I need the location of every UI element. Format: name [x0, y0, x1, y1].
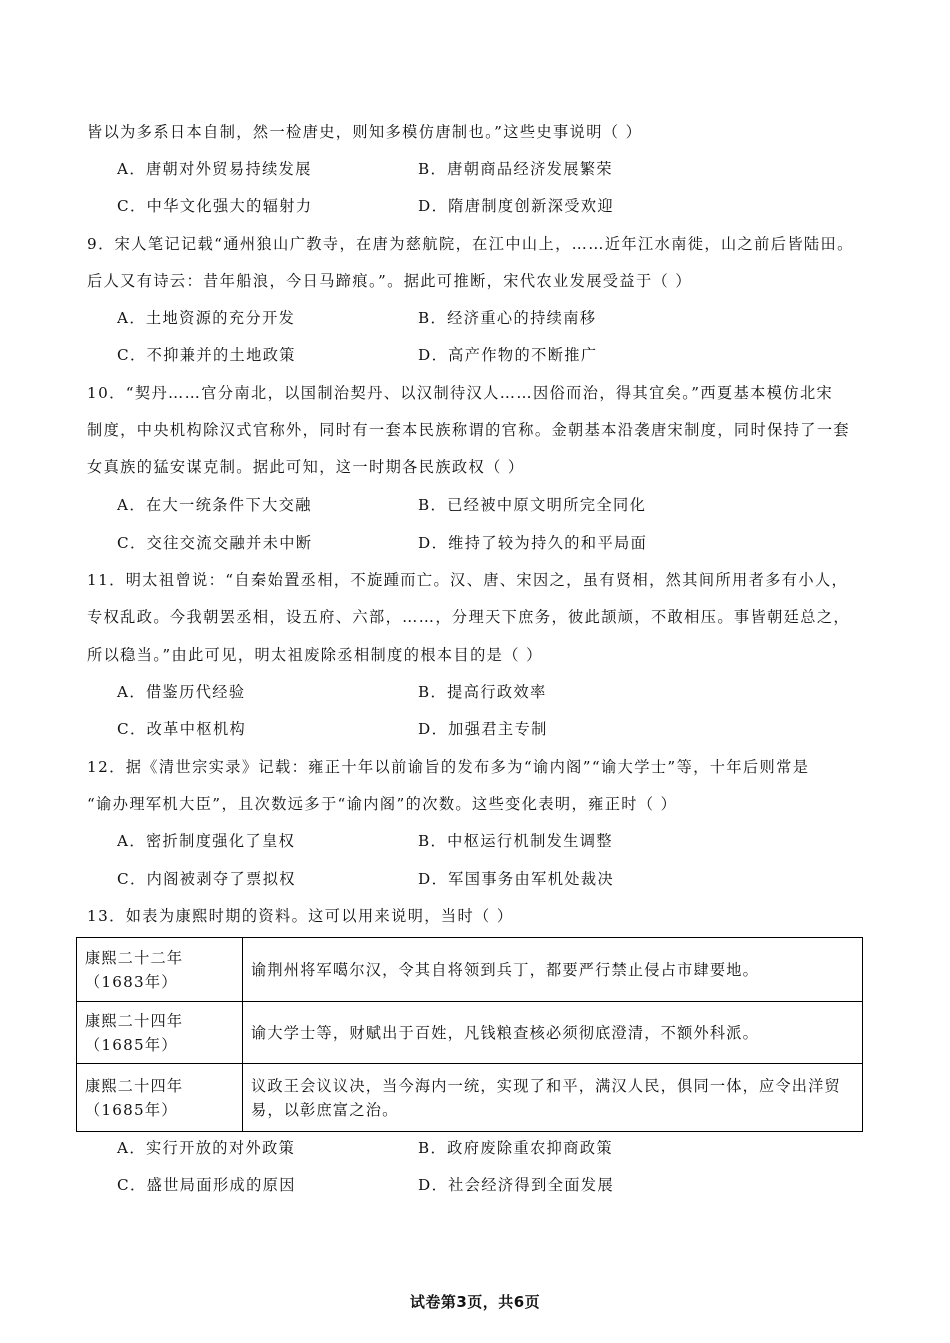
q13-stem: 13．如表为康熙时期的资料。这可以用来说明，当时（ ） — [87, 907, 514, 925]
q8-option-c: C．中华文化强大的辐射力 — [117, 197, 313, 215]
q11-stem-line-1: 11．明太祖曾说：“自秦始置丞相，不旋踵而亡。汉、唐、宋因之，虽有贤相，然其间所用者多有小人， — [87, 571, 849, 589]
q9-stem-line-1: 9．宋人笔记记载“通州狼山广教寺，在唐为慈航院，在江中山上，……近年江水南徙，山之前后皆陆田。 — [87, 235, 854, 253]
q12-option-a: A．密折制度强化了皇权 — [117, 832, 296, 850]
q12-stem-line-1: 12．据《清世宗实录》记载：雍正十年以前谕旨的发布多为“谕内阁”“谕大学士”等，十年后则常是 — [87, 758, 810, 776]
q11-option-a: A．借鉴历代经验 — [117, 683, 246, 701]
q10-stem-line-1: 10．“契丹……官分南北，以国制治契丹、以汉制待汉人……因俗而治，得其宜矣。”西夏基本模仿北宋 — [87, 384, 834, 402]
q11-stem-line-2: 专权乱政。今我朝罢丞相，设五府、六部，……，分理天下庶务，彼此颉颃，不敢相压。事皆朝廷总之， — [87, 608, 851, 626]
q13-option-d: D．社会经济得到全面发展 — [418, 1176, 615, 1194]
q9-option-c: C．不抑兼并的土地政策 — [117, 346, 296, 364]
table-year-cell: 康熙二十四年（1685年） — [77, 1002, 243, 1064]
q10-option-b: B．已经被中原文明所完全同化 — [418, 496, 647, 514]
table-row — [77, 1002, 863, 1064]
table-content-cell: 议政王会议议决，当今海内一统，实现了和平，满汉人民，俱同一体，应令出洋贸易，以彰庶富之治。 — [243, 1064, 863, 1132]
q12-option-d: D．军国事务由军机处裁决 — [418, 870, 615, 888]
table-row — [77, 1064, 863, 1132]
q10-stem-line-3: 女真族的猛安谋克制。据此可知，这一时期各民族政权（ ） — [87, 458, 525, 476]
q12-stem-line-2: “谕办理军机大臣”，且次数远多于“谕内阁”的次数。这些变化表明，雍正时（ ） — [87, 795, 678, 813]
q8-option-d: D．隋唐制度创新深受欢迎 — [418, 197, 615, 215]
table-content-cell: 谕大学士等，财赋出于百姓，凡钱粮查核必须彻底澄清，不额外科派。 — [243, 1002, 863, 1064]
q10-option-c: C．交往交流交融并未中断 — [117, 534, 313, 552]
q9-stem-line-2: 后人又有诗云：昔年船浪，今日马蹄痕。”。据此可推断，宋代农业发展受益于（ ） — [87, 272, 692, 290]
q10-option-a: A．在大一统条件下大交融 — [117, 496, 312, 514]
q10-option-d: D．维持了较为持久的和平局面 — [418, 534, 648, 552]
q11-stem-line-3: 所以稳当。”由此可见，明太祖废除丞相制度的根本目的是（ ） — [87, 646, 543, 664]
q12-option-b: B．中枢运行机制发生调整 — [418, 832, 614, 850]
q13-option-b: B．政府废除重农抑商政策 — [418, 1139, 614, 1157]
table-row — [77, 938, 863, 1002]
q11-option-d: D．加强君主专制 — [418, 720, 548, 738]
kangxi-table — [76, 937, 863, 1132]
table-year-cell: 康熙二十二年（1683年） — [77, 938, 243, 1002]
table-content-cell: 谕荆州将军噶尔汉，令其自将领到兵丁，都要严行禁止侵占市肆要地。 — [243, 938, 863, 1002]
q8-option-b: B．唐朝商品经济发展繁荣 — [418, 160, 614, 178]
q8-option-a: A．唐朝对外贸易持续发展 — [117, 160, 312, 178]
q12-option-c: C．内阁被剥夺了票拟权 — [117, 870, 296, 888]
q9-option-d: D．高产作物的不断推广 — [418, 346, 598, 364]
q8-stem-tail: 皆以为多系日本自制，然一检唐史，则知多模仿唐制也。”这些史事说明（ ） — [87, 123, 643, 141]
table-year-cell: 康熙二十四年（1685年） — [77, 1064, 243, 1132]
q13-option-c: C．盛世局面形成的原因 — [117, 1176, 296, 1194]
q11-option-c: C．改革中枢机构 — [117, 720, 247, 738]
page-footer: 试卷第3页，共6页 — [409, 1293, 541, 1311]
q10-stem-line-2: 制度，中央机构除汉式官称外，同时有一套本民族称谓的官称。金朝基本沿袭唐宋制度，同时保持了一套 — [87, 421, 851, 439]
q11-option-b: B．提高行政效率 — [418, 683, 547, 701]
q9-option-b: B．经济重心的持续南移 — [418, 309, 597, 327]
q9-option-a: A．土地资源的充分开发 — [117, 309, 296, 327]
q13-option-a: A．实行开放的对外政策 — [117, 1139, 296, 1157]
